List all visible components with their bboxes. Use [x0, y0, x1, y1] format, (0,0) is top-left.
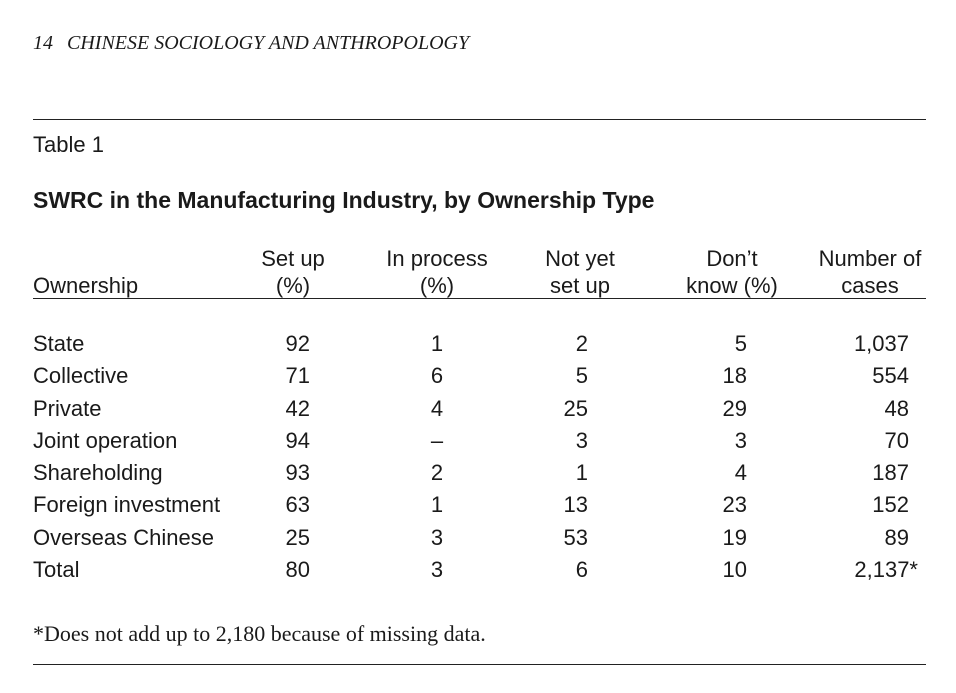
header-dont-know-line2: know (%) — [686, 273, 778, 298]
row-in-process: 4 — [430, 395, 444, 421]
row-set-up: 63 — [285, 492, 310, 518]
row-not-yet: 1 — [575, 460, 588, 486]
table-row — [0, 330, 956, 362]
row-not-yet: 25 — [563, 395, 588, 421]
row-set-up: 25 — [285, 524, 310, 550]
row-not-yet: 6 — [575, 557, 588, 583]
row-set-up: 93 — [285, 460, 310, 486]
header-in-process — [367, 245, 507, 299]
table-header — [0, 245, 956, 299]
row-cases: 1,037 — [853, 331, 909, 356]
top-rule — [33, 119, 926, 120]
row-set-up: 42 — [285, 395, 310, 421]
table-label: Table 1 — [33, 132, 104, 157]
row-dont-know: 10 — [722, 557, 747, 583]
row-not-yet: 5 — [575, 363, 588, 389]
row-ownership: Collective — [33, 363, 129, 389]
table-body — [0, 330, 956, 588]
page-number: 14 — [33, 32, 53, 54]
row-cases: 70 — [884, 427, 909, 453]
row-ownership: State — [33, 331, 85, 356]
bottom-rule — [33, 664, 926, 665]
row-dont-know: 18 — [722, 363, 747, 389]
header-set-up — [243, 245, 343, 299]
row-cases: 89 — [884, 524, 909, 550]
row-dont-know: 4 — [734, 460, 747, 486]
row-set-up: 92 — [285, 331, 310, 356]
running-head — [33, 32, 469, 55]
header-cases-line1: Number of — [818, 246, 922, 271]
row-ownership: Foreign investment — [33, 492, 221, 518]
row-not-yet: 2 — [575, 331, 588, 356]
row-not-yet: 3 — [575, 427, 588, 453]
header-cases-line2: cases — [841, 273, 899, 298]
row-set-up: 71 — [285, 363, 310, 389]
row-cases: 554 — [872, 363, 909, 389]
table-row — [0, 362, 956, 394]
journal-title: CHINESE SOCIOLOGY AND ANTHROPOLOGY — [67, 32, 470, 54]
table-row — [0, 459, 956, 491]
table-row — [0, 491, 956, 523]
row-ownership: Total — [33, 557, 80, 583]
header-rule — [33, 298, 926, 299]
header-not-yet-line1: Not yet — [545, 246, 615, 271]
row-dont-know: 3 — [734, 427, 747, 453]
row-ownership: Shareholding — [33, 460, 163, 486]
header-set-up-line2: (%) — [275, 273, 311, 298]
row-not-yet: 53 — [563, 524, 588, 550]
header-number-of-cases — [806, 245, 934, 299]
row-in-process: 6 — [430, 363, 444, 389]
row-ownership: Private — [33, 395, 102, 421]
row-not-yet: 13 — [563, 492, 588, 518]
table-row-total — [0, 556, 956, 588]
row-cases: 48 — [884, 395, 909, 421]
header-set-up-line1: Set up — [261, 246, 325, 271]
header-ownership-label: Ownership — [33, 273, 139, 298]
row-set-up: 80 — [285, 557, 310, 583]
header-dont-know-line1: Don’t — [706, 246, 758, 271]
row-cases: 152 — [872, 492, 909, 518]
row-in-process: 1 — [430, 492, 444, 518]
row-cases: 187 — [872, 460, 909, 486]
table-row — [0, 524, 956, 556]
header-ownership — [33, 272, 138, 299]
row-ownership: Overseas Chinese — [33, 524, 214, 550]
row-in-process: 3 — [430, 557, 444, 583]
row-in-process: – — [430, 427, 444, 453]
table-title: SWRC in the Manufacturing Industry, by Ownership Type — [33, 187, 655, 213]
header-in-process-line1: In process — [386, 246, 488, 271]
row-dont-know: 5 — [734, 331, 747, 356]
header-not-yet-line2: set up — [550, 273, 610, 298]
row-in-process: 2 — [430, 460, 444, 486]
row-ownership: Joint operation — [33, 427, 178, 453]
table-row — [0, 395, 956, 427]
row-in-process: 1 — [430, 331, 444, 356]
table-footnote: *Does not add up to 2,180 because of missing data. — [33, 621, 486, 646]
row-dont-know: 29 — [722, 395, 747, 421]
row-cases: 2,137* — [854, 557, 918, 583]
header-not-yet-set-up — [520, 245, 640, 299]
row-dont-know: 19 — [722, 524, 747, 550]
row-dont-know: 23 — [722, 492, 747, 518]
header-in-process-line2: (%) — [419, 273, 455, 298]
row-set-up: 94 — [285, 427, 310, 453]
row-in-process: 3 — [430, 524, 444, 550]
header-dont-know — [667, 245, 797, 299]
table-row — [0, 427, 956, 459]
